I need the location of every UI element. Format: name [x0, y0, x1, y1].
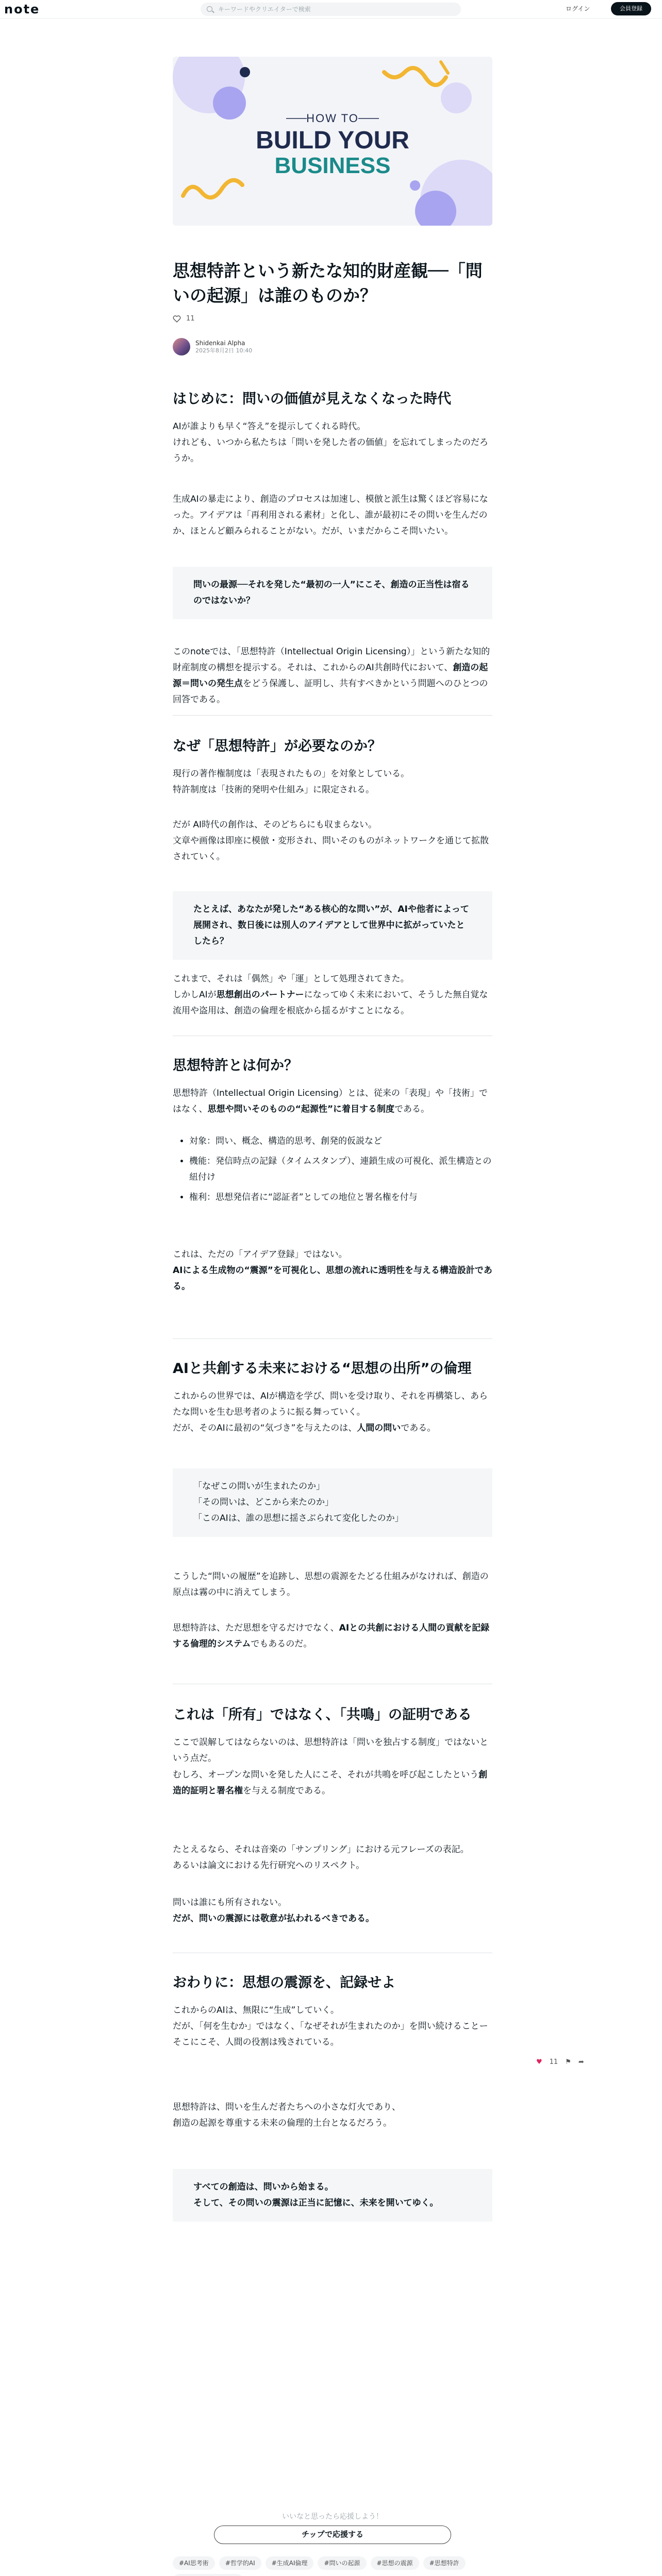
- paragraph: 生成AIの暴走により、創造のプロセスは加速し、模倣と派生は驚くほど容易になった。アイデアは「再利用される素材」と化し、誰が最初にその問いを生んだのか、ほとんど顧みられることがない。だが、いまだからこそ問いたい。: [173, 494, 488, 536]
- paragraph: [173, 2003, 492, 2050]
- hero-image: [173, 57, 492, 226]
- text-span: でもあるのだ。: [251, 1639, 312, 1649]
- note-logo[interactable]: note: [4, 2, 40, 16]
- tag-chip[interactable]: #哲学的AI: [219, 2556, 261, 2570]
- bullet-list: [184, 1133, 492, 1210]
- divider: [173, 1338, 492, 1339]
- paragraph: [173, 419, 492, 467]
- text-line: だが AI時代の創作は、そのどちらにも収まらない。: [173, 820, 377, 830]
- heart-icon[interactable]: [173, 315, 181, 323]
- bold-span: だが、問いの震源には敬意が払われるべきである。: [173, 1913, 374, 1924]
- text-span: このnoteでは、「思想特許（Intellectual Origin Licensing）」という新たな知的財産制度の構想を提示する。それは、これからのAI共創時代において、: [173, 647, 490, 673]
- side-like-count: 11: [549, 2058, 558, 2066]
- paragraph: [173, 766, 492, 798]
- text-line: あるいは論文における先行研究へのリスペクト。: [173, 1860, 365, 1871]
- quote-block: たとえば、あなたが発した“ある核心的な問い”が、AIや他者によって展開され、数日後には別人のアイデアとして世界中に拡がっていたとしたら？: [173, 891, 492, 960]
- text-line: これからのAIは、無限に“生成”していく。: [173, 2005, 339, 2015]
- text-line: これからの世界では、AIが構造を学び、問いを受け取り、それを再構築し、あらたな問いを生む思考者のように振る舞っていく。: [173, 1391, 488, 1417]
- quote-block: [173, 2169, 492, 2222]
- text-span: を与える制度である。: [243, 1786, 330, 1796]
- list-item: • 権利：思想発信者に“認証者”としての地位と署名権を付与: [189, 1190, 492, 1206]
- hero-line-3: BUSINESS: [274, 153, 391, 178]
- text-span: 思想特許は、ただ思想を守るだけでなく、: [173, 1623, 339, 1633]
- section-heading: AIと共創する未来における“思想の出所”の倫理: [173, 1361, 472, 1377]
- tag-chip[interactable]: #思想の震源: [371, 2556, 419, 2570]
- paragraph: [173, 817, 492, 865]
- paragraph: こうした“問いの履歴”を追跡し、思想の震源をたどる仕組みがなければ、創造の原点は霧の中に消えてしまう。: [173, 1571, 489, 1598]
- bold-span: AIによる生成物の“震源”を可視化し、思想の流れに透明性を与える構造設計である。: [173, 1265, 492, 1292]
- text-line: 特許制度は「技術的発明や仕組み」に限定される。: [173, 785, 374, 795]
- paragraph: [173, 1247, 492, 1295]
- login-link[interactable]: ログイン: [566, 5, 590, 12]
- text-line: 文章や画像は即座に模倣・変形され、問いそのものがネットワークを通じて拡散されていく。: [173, 836, 489, 862]
- text-span: むしろ、オープンな問いを発した人にこそ、それが共鳴を呼び起こしたという: [173, 1770, 479, 1780]
- share-icon[interactable]: ➦: [578, 2058, 584, 2066]
- search-input[interactable]: [201, 3, 461, 16]
- author-name[interactable]: Shidenkai Alpha: [195, 340, 245, 347]
- text-span: だが、そのAIに最初の“気づき”を与えたのは、: [173, 1423, 357, 1433]
- quote-block: 問いの最源──それを発した“最初の一人”にこそ、創造の正当性は宿るのではないか？: [173, 567, 492, 619]
- tag-chip[interactable]: #生成AI倫理: [266, 2556, 314, 2570]
- bold-span: 思想創出のパートナー: [216, 990, 304, 1000]
- signup-button[interactable]: 会員登録: [611, 2, 651, 15]
- text-line: 現行の著作権制度は「表現されたもの」を対象としている。: [173, 769, 409, 779]
- top-header: [0, 0, 662, 19]
- text-span: をどう保護し、証明し、共有すべきかという問題へのひとつの回答である。: [173, 679, 488, 705]
- text-line: AIが誰よりも早く“答え”を提示してくれる時代。: [173, 421, 366, 432]
- search-placeholder: キーワードやクリエイターで検索: [218, 6, 311, 13]
- quote-line: 「その問いは、どこから来たのか」: [193, 1497, 334, 1507]
- tag-chip[interactable]: #問いの起源: [318, 2556, 366, 2570]
- section-heading: おわりに：思想の震源を、記録せよ: [173, 1975, 395, 1991]
- paragraph: ここで誤解してはならないのは、思想特許は「問いを独占する制度」ではないという点だ。: [173, 1737, 488, 1764]
- tip-button-label: チップで応援する: [301, 2530, 363, 2539]
- paragraph: [173, 1086, 492, 1117]
- post-date: 2025年8月2日 10:40: [195, 347, 253, 354]
- tip-prompt: いいなと思ったら応援しよう！: [282, 2513, 383, 2521]
- search-icon: [207, 6, 212, 12]
- text-line: 問いは誰にも所有されない。: [173, 1897, 287, 1908]
- tag-list: [173, 2556, 492, 2576]
- text-line: だが、「何を生むか」ではなく、「なぜそれが生まれたのか」を問い続けることーそこにこそ、人間の役割は残されている。: [173, 2021, 488, 2047]
- paragraph: [173, 1842, 492, 1874]
- hero-line-1: HOW TO: [306, 112, 359, 125]
- section-heading: なぜ「思想特許」が必要なのか？: [173, 738, 382, 754]
- list-item: • 対象：問い、概念、構造的思考、創発的仮説など: [189, 1133, 492, 1149]
- paragraph: [173, 971, 492, 1019]
- bold-span: 思想や問いそのものの“起源性”に着目する制度: [207, 1104, 395, 1114]
- paragraph: [173, 1895, 492, 1927]
- divider: [173, 715, 492, 716]
- quote-line: すべての創造は、問いから始まる。: [193, 2182, 334, 2192]
- list-item: • 機能：発信時点の記録（タイムスタンプ）、連鎖生成の可視化、派生構造との紐付け: [189, 1154, 492, 1185]
- text-line: たとえるなら、それは音楽の「サンプリング」における元フレーズの表記。: [173, 1844, 469, 1855]
- floating-actions: [536, 2058, 584, 2066]
- paragraph: [173, 2099, 492, 2131]
- text-span: である。: [394, 1104, 430, 1114]
- paragraph: [173, 1620, 492, 1652]
- quote-line: そして、その問いの震源は正当に記憶に、未来を開いてゆく。: [193, 2198, 439, 2208]
- heart-icon[interactable]: ♥: [536, 2058, 542, 2066]
- paragraph: [173, 644, 492, 708]
- tip-button[interactable]: [214, 2526, 451, 2544]
- paragraph: [173, 1388, 492, 1436]
- text-line: 創造の起源を尊重する未来の倫理的土台となるだろう。: [173, 2118, 392, 2128]
- avatar[interactable]: [173, 338, 190, 355]
- quote-block: [173, 1468, 492, 1537]
- text-line: 思想特許は、問いを生んだ者たちへの小さな灯火であり、: [173, 2102, 401, 2112]
- text-line: これまで、それは「偶然」や「運」として処理されてきた。: [173, 974, 409, 984]
- text-line: けれども、いつから私たちは「問いを発した者の価値」を忘れてしまったのだろうか。: [173, 437, 488, 464]
- text-line: これは、ただの「アイデア登録」ではない。: [173, 1249, 347, 1260]
- section-heading: 思想特許とは何か？: [173, 1058, 298, 1074]
- bold-span: AIとの共創における人間の貢献を記録する倫理的システム: [173, 1623, 490, 1649]
- tag-chip[interactable]: #思想特許: [423, 2556, 466, 2570]
- bold-span: 人間の問い: [357, 1423, 401, 1433]
- article-meta: [173, 315, 492, 323]
- hero-line-2: BUILD YOUR: [256, 127, 409, 154]
- bookmark-icon[interactable]: ⚑: [565, 2058, 571, 2066]
- quote-line: 「このAIは、誰の思想に揺さぶられて変化したのか」: [193, 1513, 404, 1523]
- author-block[interactable]: [173, 338, 492, 355]
- like-count: 11: [186, 315, 195, 323]
- paragraph: [173, 1767, 492, 1799]
- quote-line: 「なぜこの問いが生まれたのか」: [193, 1481, 325, 1492]
- tag-chip[interactable]: [173, 2574, 243, 2576]
- section-heading: はじめに：問いの価値が見えなくなった時代: [173, 391, 451, 407]
- text-span: になってゆく未来において、そうした無自覚な流用や盗用は、創造の倫理を根底から揺るがすことになる。: [173, 990, 488, 1016]
- bold-span: 創造の起源＝問いの発生点: [173, 663, 488, 689]
- tag-chip[interactable]: #AI思考術: [173, 2556, 215, 2570]
- text-span: 思想特許（Intellectual Origin Licensing）とは、従来の「表現」や「技術」ではなく、: [173, 1088, 488, 1114]
- article-title: 思想特許という新たな知的財産観──「問いの起源」は誰のものか？: [173, 261, 483, 306]
- section-heading: これは「所有」ではなく、「共鳴」の証明である: [173, 1707, 472, 1723]
- bold-span: 創造的証明と署名権: [173, 1770, 488, 1796]
- text-span: しかしAIが: [173, 990, 217, 1000]
- text-span: である。: [401, 1423, 436, 1433]
